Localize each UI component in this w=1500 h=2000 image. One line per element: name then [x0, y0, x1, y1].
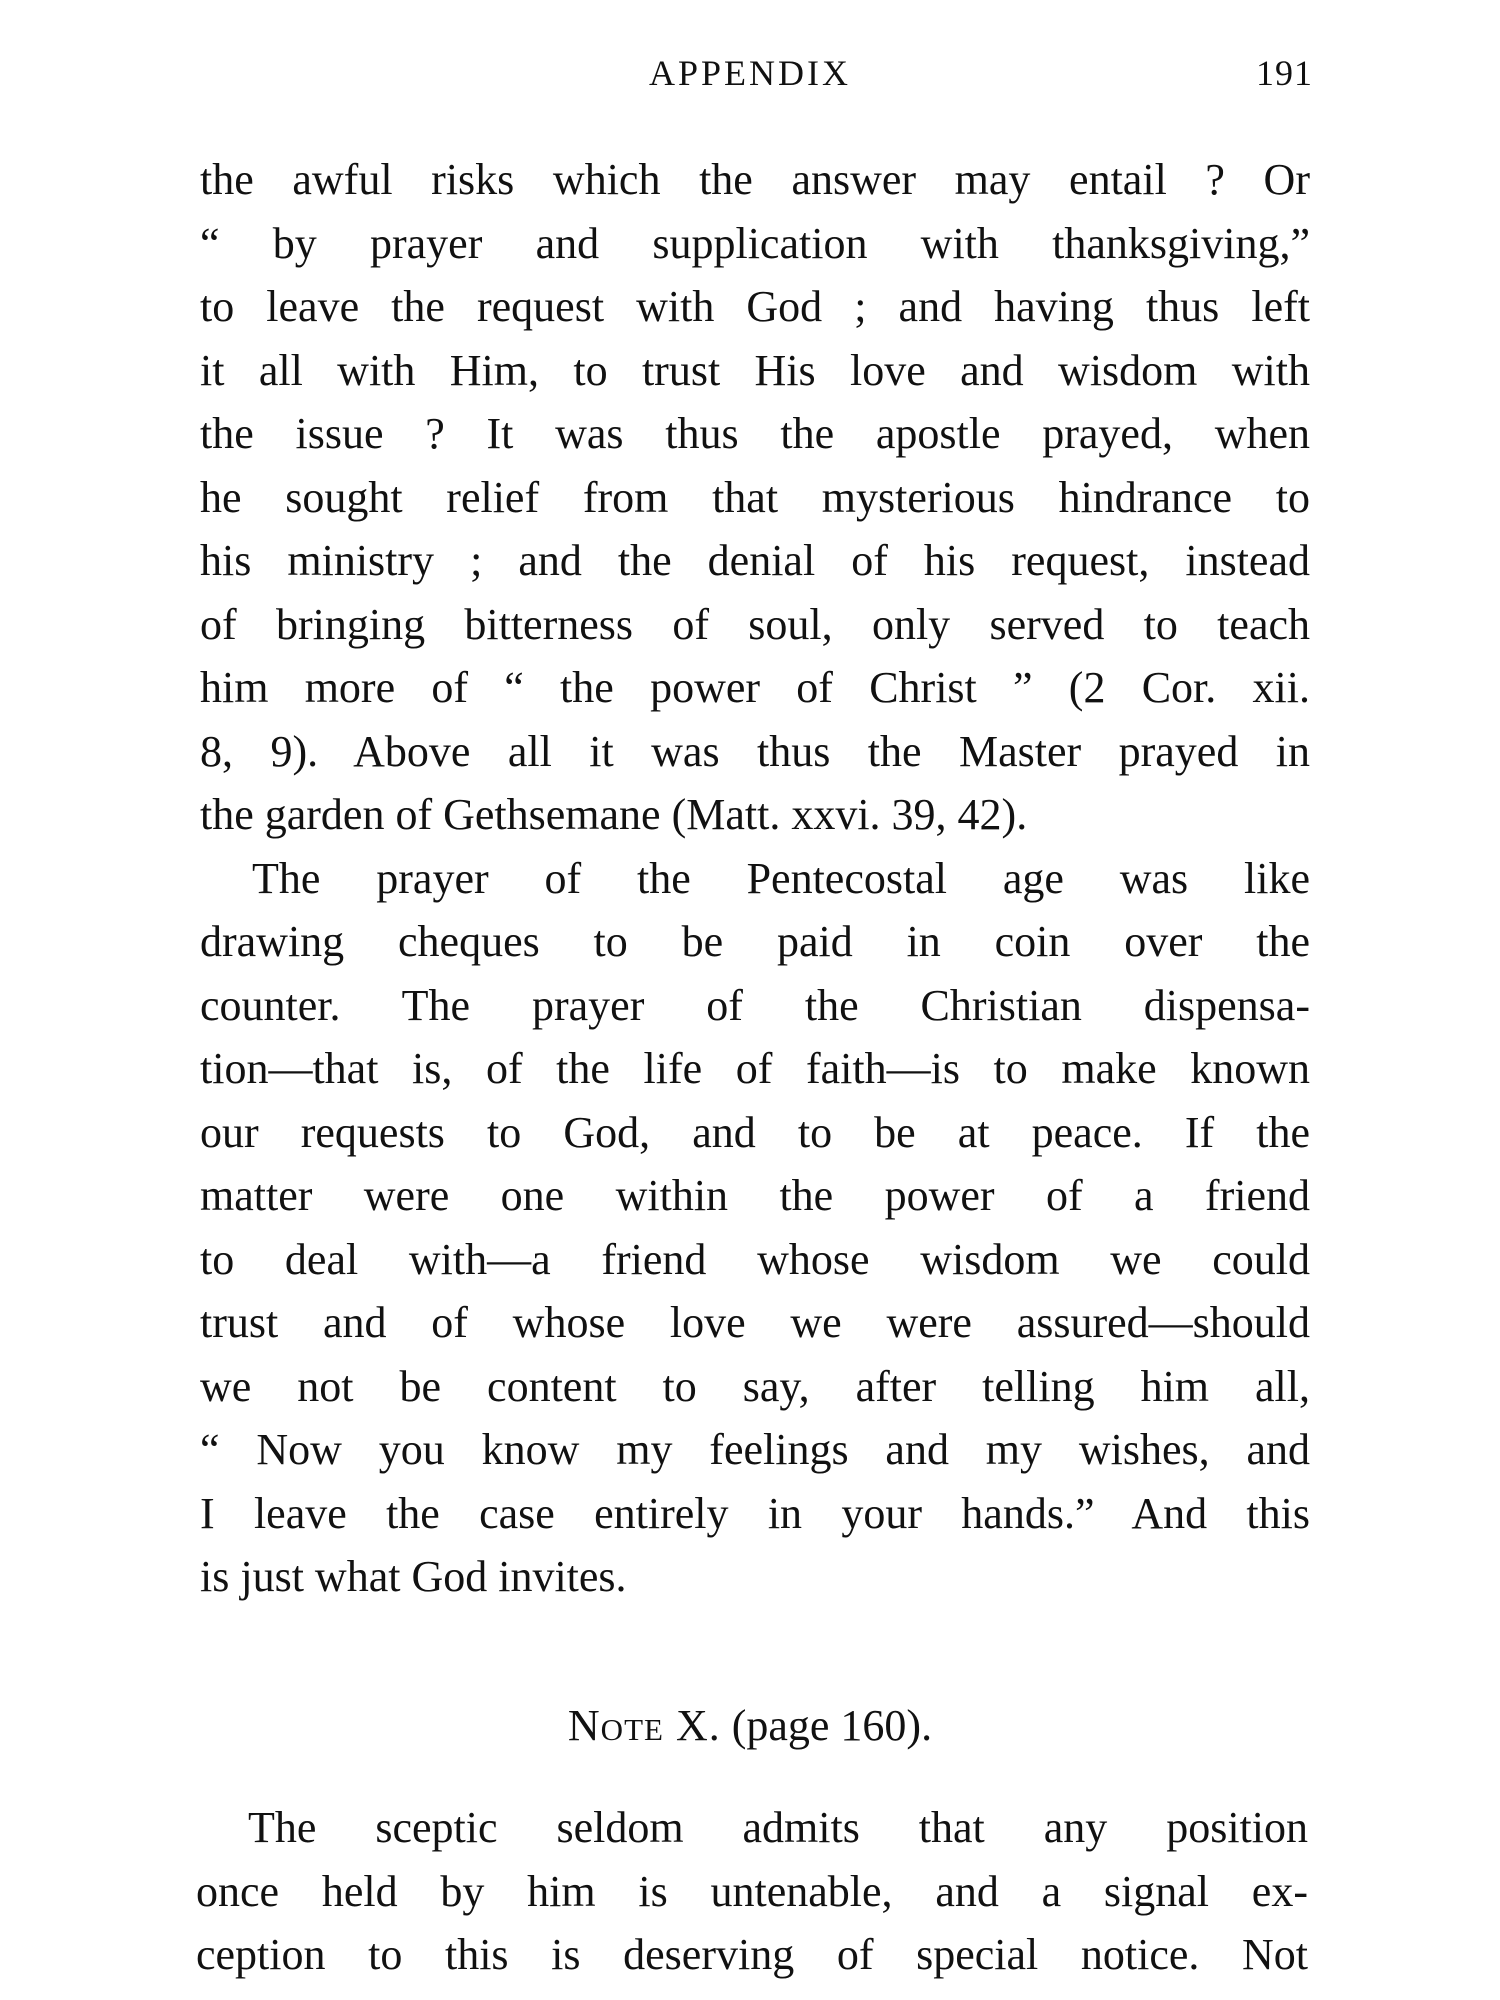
- text-line: The prayer of the Pentecostal age was like: [252, 853, 1310, 903]
- text-line: his ministry ; and the denial of his request, instead: [200, 536, 1310, 585]
- text-line: “ by prayer and supplication with thanksgiving,”: [200, 218, 1310, 268]
- text-line: our requests to God, and to be at peace. If the: [200, 1107, 1310, 1157]
- text-line: to deal with—a friend whose wisdom we could: [200, 1234, 1310, 1284]
- note-text: [196, 1796, 1308, 1987]
- text-line: to leave the request with God ; and having thus left: [200, 282, 1310, 331]
- paragraph-2: [200, 847, 1310, 1609]
- text-line: drawing cheques to be paid in coin over the: [200, 917, 1310, 966]
- note-heading: [0, 1700, 1500, 1751]
- text-line: the awful risks which the answer may entail ? Or: [200, 155, 1310, 204]
- text-line: him more of “ the power of Christ ” (2 Cor. xii.: [200, 663, 1310, 712]
- text-line: The sceptic seldom admits that any position: [248, 1803, 1308, 1852]
- main-text: [200, 148, 1310, 1609]
- note-heading-label: Note X.: [567, 1701, 721, 1750]
- text-line: the garden of Gethsemane (Matt. xxvi. 39, 42).: [200, 790, 1028, 839]
- text-line: he sought relief from that mysterious hindrance to: [200, 472, 1310, 522]
- text-line: ception to this is deserving of special notice. Not: [196, 1930, 1308, 1979]
- text-line: counter. The prayer of the Christian dispensa-: [200, 980, 1310, 1030]
- text-line: it all with Him, to trust His love and wisdom with: [200, 345, 1310, 395]
- text-line: matter were one within the power of a friend: [200, 1171, 1310, 1220]
- page-number: 191: [1256, 53, 1313, 93]
- text-line: the issue ? It was thus the apostle prayed, when: [200, 409, 1310, 458]
- text-line: trust and of whose love we were assured—should: [200, 1298, 1310, 1347]
- text-line: is just what God invites.: [200, 1552, 627, 1601]
- note-heading-ref: (page 160).: [731, 1701, 933, 1750]
- text-line: 8, 9). Above all it was thus the Master prayed in: [200, 726, 1310, 776]
- text-line: “ Now you know my feelings and my wishes, and: [200, 1425, 1310, 1474]
- running-title: APPENDIX: [648, 53, 851, 93]
- page-header: [0, 52, 1500, 104]
- text-line: tion—that is, of the life of faith—is to make known: [200, 1044, 1310, 1093]
- paragraph-1: [200, 148, 1310, 847]
- text-line: once held by him is untenable, and a signal ex-: [196, 1866, 1308, 1916]
- text-line: I leave the case entirely in your hands.” And this: [200, 1488, 1310, 1538]
- text-line: we not be content to say, after telling him all,: [200, 1361, 1310, 1411]
- note-paragraph: [196, 1796, 1308, 1987]
- text-line: of bringing bitterness of soul, only served to teach: [200, 599, 1310, 649]
